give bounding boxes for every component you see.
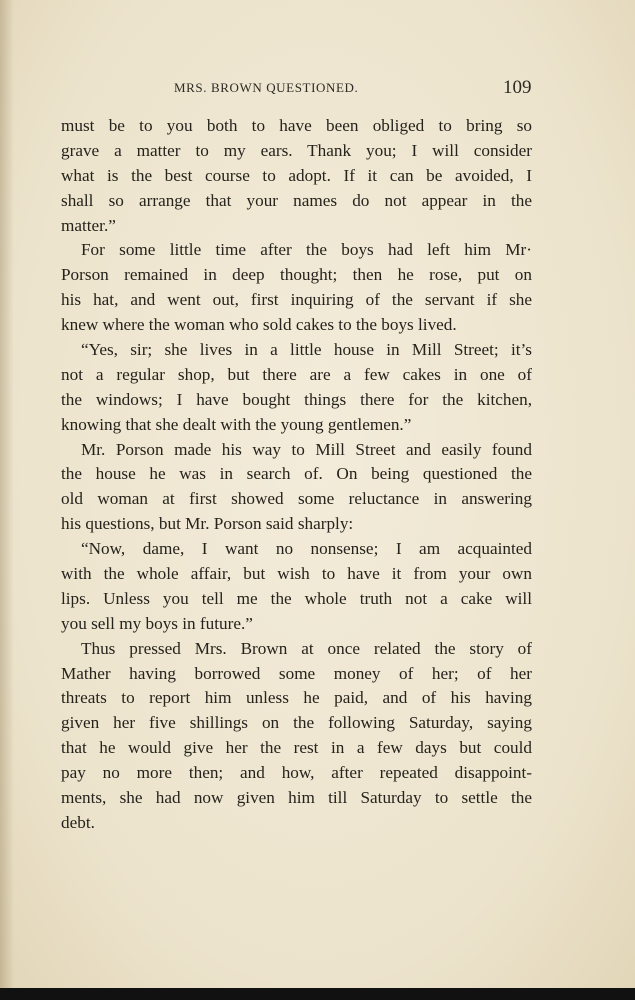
text-line: debt.: [61, 812, 95, 832]
text-line: not a regular shop, but there are a few cakes in one of: [61, 364, 532, 384]
text-line: “Now, dame, I want no nonsense; I am acquainted: [81, 539, 532, 559]
scan-bottom-edge: [0, 988, 635, 1000]
text-line: Thus pressed Mrs. Brown at once related the story of: [81, 638, 532, 658]
text-line: ments, she had now given him till Saturday to settle the: [61, 788, 532, 808]
text-line: the windows; I have bought things there for the kitchen,: [61, 389, 532, 409]
page-number: 109: [503, 77, 532, 98]
text-line: pay no more then; and how, after repeated disappoint-: [61, 763, 532, 783]
text-line: lips. Unless you tell me the whole truth not a cake will: [61, 588, 532, 608]
running-title: MRS. BROWN QUESTIONED.: [174, 80, 359, 95]
text-line: shall so arrange that your names do not appear in the: [61, 190, 532, 210]
text-line: his questions, but Mr. Porson said sharply:: [61, 514, 354, 534]
text-line: threats to report him unless he paid, and of his having: [61, 688, 532, 708]
text-line: his hat, and went out, first inquiring of the servant if she: [61, 290, 532, 310]
text-line: with the whole affair, but wish to have it from your own: [61, 564, 532, 584]
text-line: given her five shillings on the following Saturday, saying: [61, 713, 532, 733]
text-line: Porson remained in deep thought; then he rose, put on: [61, 265, 532, 285]
text-line: what is the best course to adopt. If it can be avoided, I: [61, 165, 532, 185]
text-line: grave a matter to my ears. Thank you; I will consider: [61, 140, 532, 160]
text-line: old woman at first showed some reluctance in answering: [61, 489, 532, 509]
text-line: knowing that she dealt with the young gentlemen.”: [61, 414, 412, 434]
running-head: [0, 77, 635, 100]
text-line: you sell my boys in future.”: [61, 613, 253, 633]
text-line: that he would give her the rest in a few days but could: [61, 738, 532, 758]
text-line: Mather having borrowed some money of her; of her: [61, 663, 532, 683]
text-line: For some little time after the boys had left him Mr·: [81, 240, 532, 260]
text-line: Mr. Porson made his way to Mill Street and easily found: [81, 439, 532, 459]
text-line: matter.”: [61, 215, 116, 235]
spine-shadow: [0, 0, 14, 988]
text-line: the house he was in search of. On being questioned the: [61, 464, 532, 484]
text-line: “Yes, sir; she lives in a little house in Mill Street; it’s: [81, 340, 532, 360]
text-line: must be to you both to have been obliged to bring so: [61, 116, 532, 135]
text-line: knew where the woman who sold cakes to the boys lived.: [61, 315, 457, 335]
body-text: [61, 114, 532, 836]
